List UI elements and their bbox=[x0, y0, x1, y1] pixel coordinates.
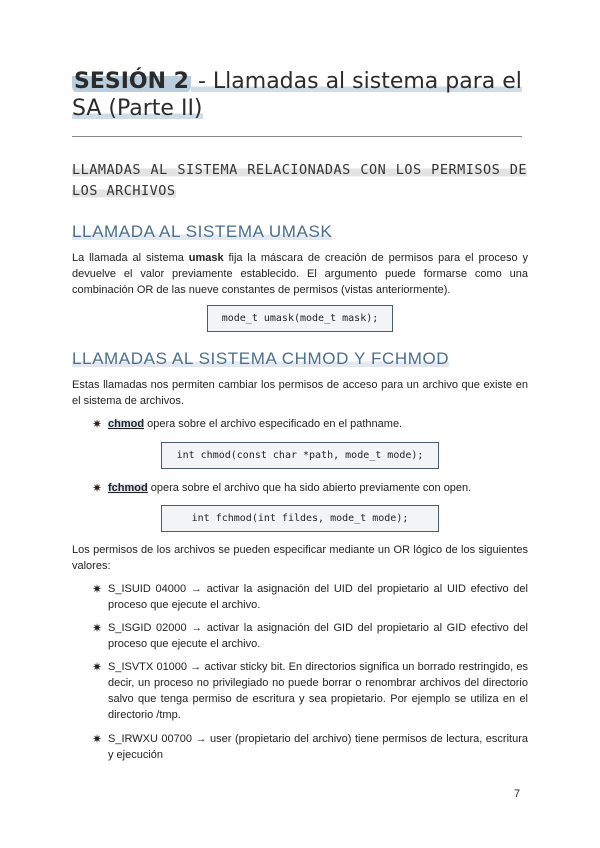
bullet-star-icon: ✷ bbox=[92, 621, 103, 635]
page-number: 7 bbox=[514, 788, 521, 800]
umask-keyword: umask bbox=[188, 252, 224, 264]
bullet-star-icon: ✷ bbox=[92, 660, 103, 674]
chmod-intro: Estas llamadas nos permiten cambiar los permisos de acceso para un archivo que existe en el sistema de archivos. bbox=[72, 379, 528, 407]
chmod-bullet: ✷ chmod opera sobre el archivo especificado en el pathname. bbox=[92, 417, 403, 431]
list-item: ✷ S_IRWXU 00700 → user (propietario del archivo) tiene permisos de lectura, escritura y ejecución bbox=[92, 732, 528, 761]
chmod-heading: LLAMADAS AL SISTEMA CHMOD Y FCHMOD bbox=[72, 349, 450, 368]
page-title bbox=[72, 68, 542, 122]
list-item: ✷ S_ISGID 02000 → activar la asignación del GID del propietario al GID efectivo del proceso que ejecute el archivo. bbox=[92, 621, 528, 650]
umask-paragraph: La llamada al sistema umask fija la máscara de creación de permisos para el proceso y devuelve el valor previamente establecido. El argumento puede formarse como una combinación OR de las nueve constantes de permisos (vistas anteriormente). bbox=[72, 252, 528, 296]
umask-code-box: mode_t umask(mode_t mask); bbox=[207, 305, 393, 332]
bullet-star-icon: ✷ bbox=[92, 582, 103, 596]
fchmod-code-box: int fchmod(int fildes, mode_t mode); bbox=[161, 505, 439, 532]
bullet-star-icon: ✷ bbox=[92, 481, 103, 495]
session-label: SESIÓN 2 bbox=[74, 69, 189, 94]
chmod-keyword: chmod bbox=[108, 418, 145, 430]
chmod-code-box: int chmod(const char *path, mode_t mode); bbox=[161, 442, 439, 469]
fchmod-keyword: fchmod bbox=[108, 482, 148, 494]
fchmod-bullet: ✷ fchmod opera sobre el archivo que ha sido abierto previamente con open. bbox=[92, 481, 472, 495]
permissions-intro: Los permisos de los archivos se pueden especificar mediante un OR lógico de los siguientes valores: bbox=[72, 544, 528, 572]
list-item: ✷ S_ISUID 04000 → activar la asignación del UID del propietario al UID efectivo del proceso que ejecute el archivo. bbox=[92, 582, 528, 611]
title-text: - Llamadas al sistema para el SA (Parte II) bbox=[72, 69, 522, 121]
title-divider bbox=[72, 136, 522, 137]
umask-heading: LLAMADA AL SISTEMA UMASK bbox=[72, 222, 333, 241]
bullet-star-icon: ✷ bbox=[92, 732, 103, 746]
section-heading: LLAMADAS AL SISTEMA RELACIONADAS CON LOS PERMISOS DE LOS ARCHIVOS bbox=[72, 162, 527, 199]
bullet-star-icon: ✷ bbox=[92, 417, 103, 431]
list-item: ✷ S_ISVTX 01000 → activar sticky bit. En directorios significa un borrado restringido, es decir, un proceso no privilegiado no puede borrar o renombrar archivos del directorio salvo que tenga permiso de escritura y sea propietario. Por ejemplo se utiliza en el directorio /tmp. bbox=[92, 660, 528, 721]
